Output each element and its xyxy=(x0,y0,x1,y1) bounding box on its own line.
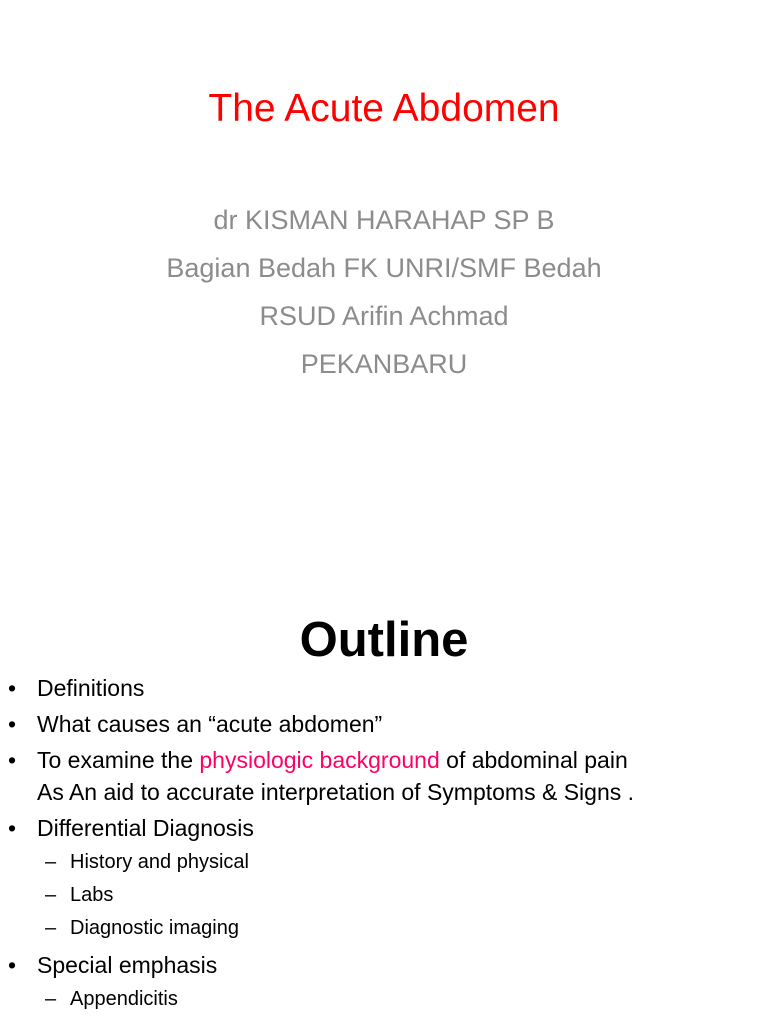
bullet-differential-diagnosis xyxy=(0,812,768,844)
bullet-examine xyxy=(0,744,768,808)
sub-bullet-labs: – Labs xyxy=(37,879,768,912)
outline-heading: Outline xyxy=(299,613,469,667)
sub-bullet-history: – History and physical xyxy=(37,846,768,879)
slide-outline xyxy=(0,576,768,1024)
bullet-special-emphasis xyxy=(0,949,768,981)
highlighted-phrase: physiologic background xyxy=(199,747,440,773)
slide-subtitle xyxy=(0,196,768,388)
subtitle-author: dr KISMAN HARAHAP SP B xyxy=(213,205,555,235)
subtitle-hospital: RSUD Arifin Achmad xyxy=(259,301,509,331)
sub-list-special xyxy=(0,983,768,1016)
subtitle-city: PEKANBARU xyxy=(300,349,468,379)
bullet-text: Special emphasis xyxy=(37,952,218,978)
bullet-text-suffix: of abdominal pain xyxy=(439,747,628,773)
sub-bullet-list xyxy=(0,983,768,1016)
sub-bullet-appendicitis: – Appendicitis xyxy=(37,983,768,1016)
subtitle-department: Bagian Bedah FK UNRI/SMF Bedah xyxy=(166,253,602,283)
outline-bullet-list xyxy=(0,672,768,1016)
bullet-text-prefix: To examine the xyxy=(37,747,200,773)
bullet-text: Definitions xyxy=(37,675,145,701)
bullet-text-line2: As An aid to accurate interpretation of Symptoms & Signs . xyxy=(37,779,635,805)
bullet-text: What causes an “acute abdomen” xyxy=(37,711,383,737)
slide-title-heading: The Acute Abdomen xyxy=(208,87,560,130)
sub-bullet-imaging: – Diagnostic imaging xyxy=(37,912,768,945)
sub-list-differential xyxy=(0,846,768,945)
sub-bullet-list xyxy=(0,846,768,945)
bullet-causes xyxy=(0,708,768,740)
bullet-text: Differential Diagnosis xyxy=(37,815,254,841)
bullet-definitions xyxy=(0,672,768,704)
